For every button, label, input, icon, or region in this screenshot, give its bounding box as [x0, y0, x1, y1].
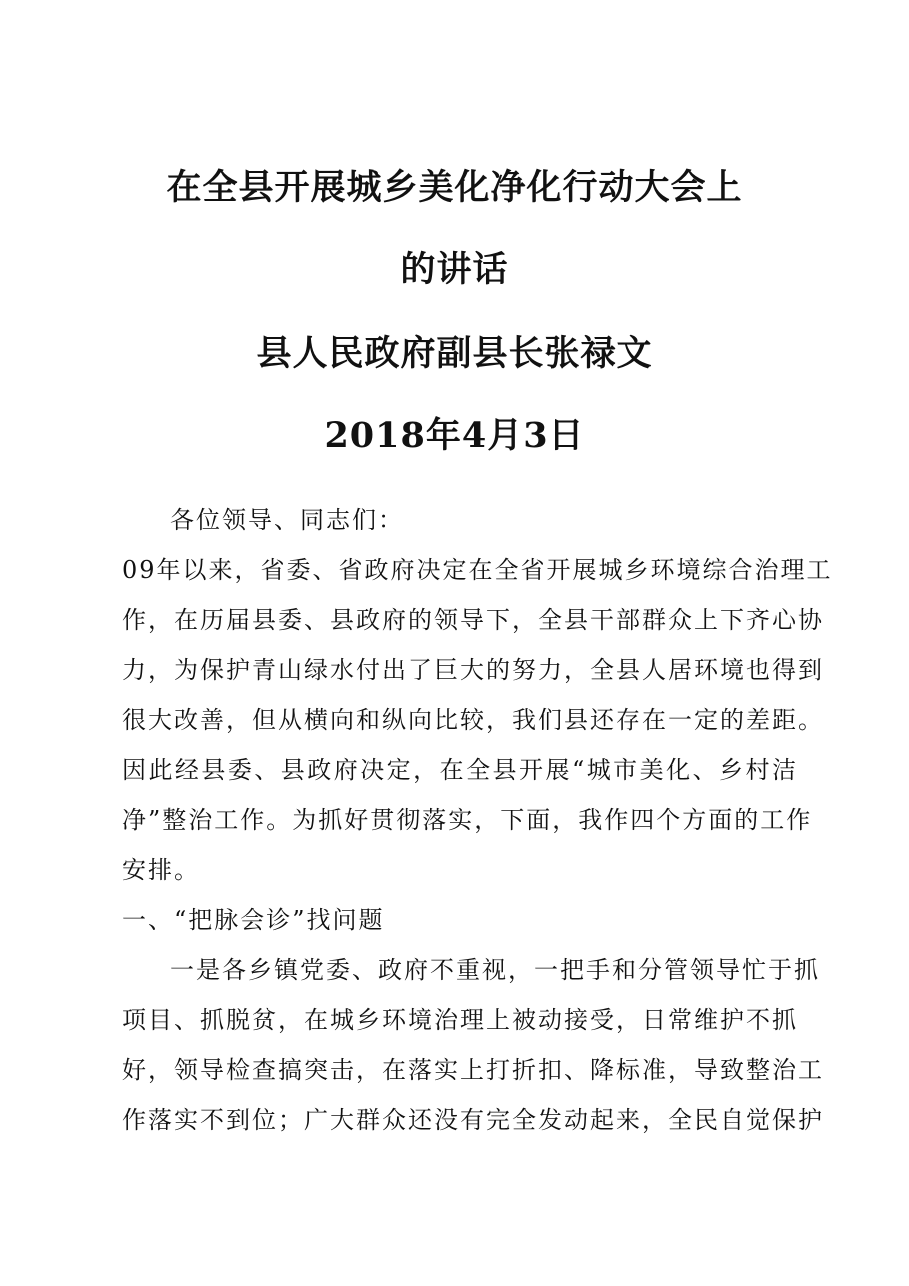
- section-heading: 一、“把脉会诊”找问题: [122, 906, 385, 934]
- paragraph-line: 一是各乡镇党委、政府不重视，一把手和分管领导忙于抓: [170, 956, 820, 984]
- paragraph-line: 作落实不到位；广大群众还没有完全发动起来，全民自觉保护: [122, 1106, 824, 1134]
- paragraph-line: 力，为保护青山绿水付出了巨大的努力，全县人居环境也得到: [122, 656, 824, 684]
- paragraph-line: 项目、抓脱贫，在城乡环境治理上被动接受，日常维护不抓: [122, 1006, 798, 1034]
- paragraph-line: 很大改善，但从横向和纵向比较，我们县还存在一定的差距。: [122, 706, 824, 734]
- document-title-line2: 的讲话: [400, 249, 509, 290]
- salutation: 各位领导、同志们：: [170, 506, 404, 534]
- speech-body: [122, 495, 833, 1145]
- document-title-line1: 在全县开展城乡美化净化行动大会上: [166, 167, 743, 208]
- paragraph-line: 好，领导检查搞突击，在落实上打折扣、降标准，导致整治工: [122, 1056, 824, 1084]
- paragraph-line: 作，在历届县委、县政府的领导下，全县干部群众上下齐心协: [122, 606, 824, 634]
- speech-date: 2018年4月3日: [324, 415, 585, 456]
- speaker-name: 县人民政府副县长张禄文: [256, 333, 653, 374]
- paragraph-line: 09年以来，省委、省政府决定在全省开展城乡环境综合治理工: [122, 556, 833, 584]
- paragraph-line: 因此经县委、县政府决定，在全县开展“城市美化、乡村洁: [122, 756, 798, 784]
- paragraph-line: 净”整治工作。为抓好贯彻落实，下面，我作四个方面的工作: [122, 806, 813, 834]
- paragraph-line: 安排。: [122, 856, 200, 884]
